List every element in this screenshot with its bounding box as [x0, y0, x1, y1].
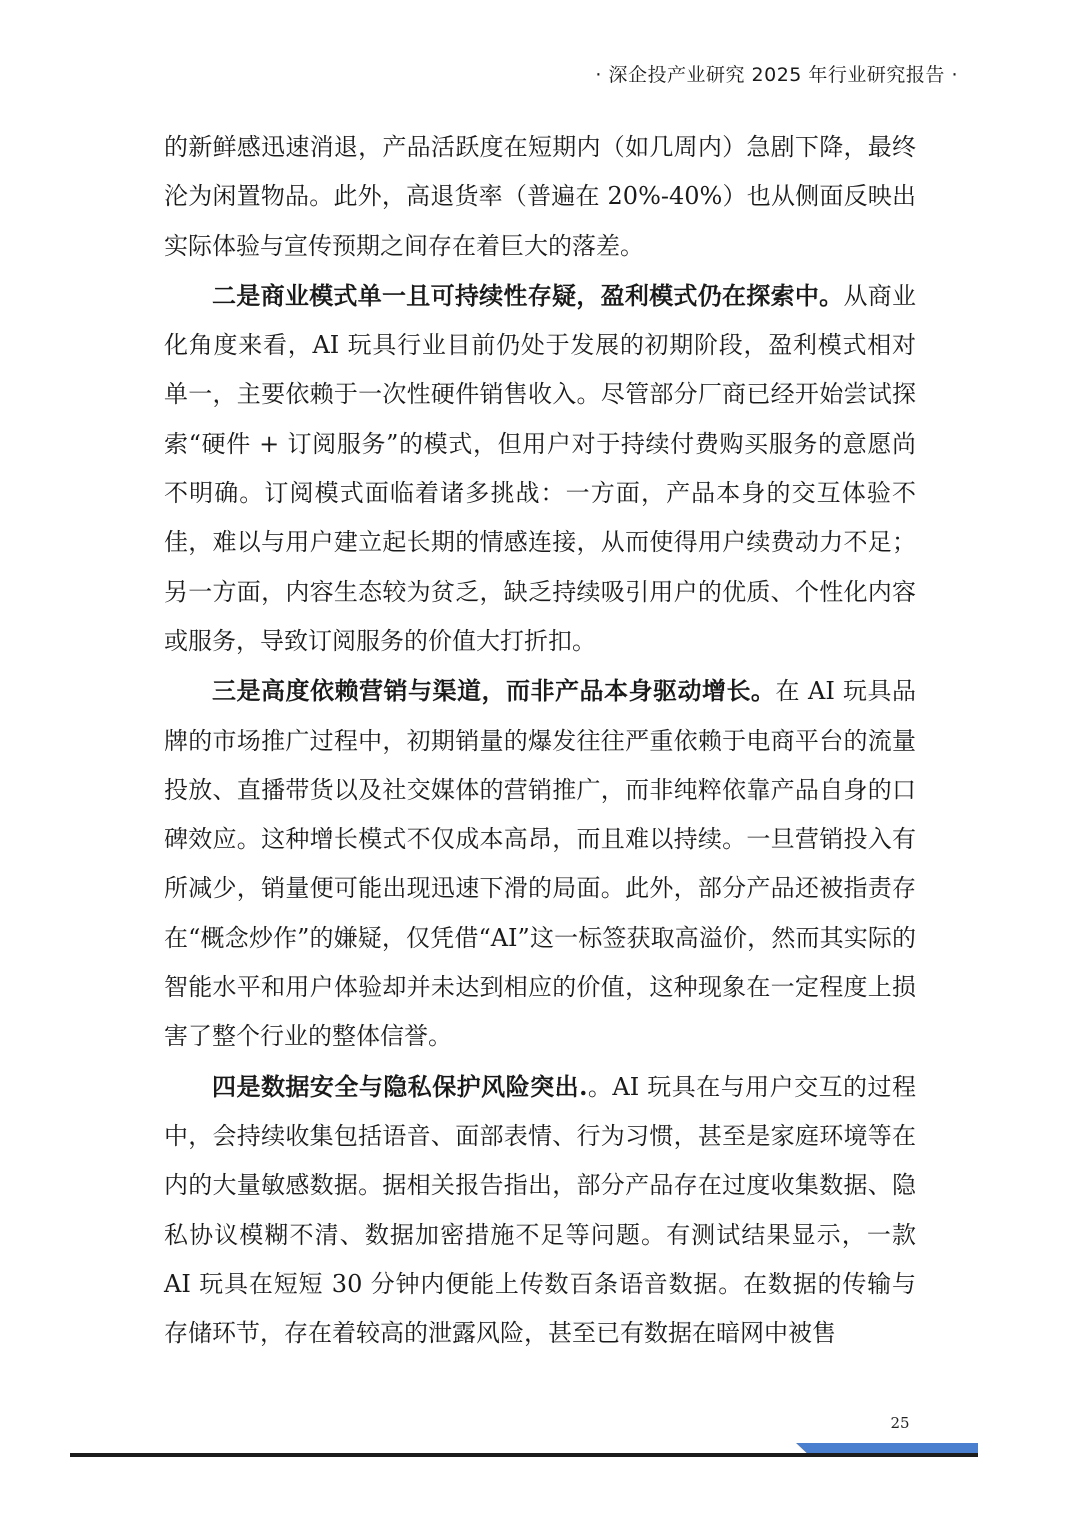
- page-number: 25: [890, 1414, 910, 1432]
- paragraph-lead: 四是数据安全与隐私保护风险突出.: [212, 1071, 588, 1101]
- paragraph-marketing: [164, 666, 916, 1061]
- paragraph-lead: 三是高度依赖营销与渠道，而非产品本身驱动增长。: [212, 676, 776, 706]
- paragraph-text: 在 AI 玩具品牌的市场推广过程中，初期销量的爆发往往严重依赖于电商平台的流量投放、直播带货以及社交媒体的营销推广，而非纯粹依靠产品自身的口碑效应。这种增长模式不仅成本高昂，而且难以持续。一旦营销投入有所减少，销量便可能出现迅速下滑的局面。此外，部分产品还被指责存在“概念炒作”的嫌疑，仅凭借“AI”这一标签获取高溢价，然而其实际的智能水平和用户体验却并未达到相应的价值，这种现象在一定程度上损害了整个行业的整体信誉。: [164, 677, 916, 1051]
- running-header: · 深企投产业研究 2025 年行业研究报告 ·: [595, 64, 958, 86]
- paragraph-text: 从商业化角度来看，AI 玩具行业目前仍处于发展的初期阶段，盈利模式相对单一，主要依赖于一次性硬件销售收入。尽管部分厂商已经开始尝试探索“硬件 + 订阅服务”的模式，但用户对于持续付费购买服务的意愿尚不明确。订阅模式面临着诸多挑战：一方面，产品本身的交互体验不佳，难以与用户建立起长期的情感连接，从而使得用户续费动力不足；另一方面，内容生态较为贫乏，缺乏持续吸引用户的优质、个性化内容或服务，导致订阅服务的价值大打折扣。: [164, 281, 917, 655]
- paragraph-text: 的新鲜感迅速消退，产品活跃度在短期内（如几周内）急剧下降，最终沦为闲置物品。此外，高退货率（普遍在 20%-40%）也从侧面反映出实际体验与宣传预期之间存在着巨大的落差。: [164, 133, 916, 260]
- footer-rule: [70, 1453, 978, 1457]
- paragraph-data-security: [164, 1062, 916, 1359]
- paragraph-continuation: [164, 123, 916, 271]
- paragraph-lead: 二是商业模式单一且可持续性存疑，盈利模式仍在探索中。: [212, 280, 844, 310]
- document-body: [164, 123, 916, 1358]
- paragraph-text: 。AI 玩具在与用户交互的过程中，会持续收集包括语音、面部表情、行为习惯，甚至是家庭环境等在内的大量敏感数据。据相关报告指出，部分产品存在过度收集数据、隐私协议模糊不清、数据加密措施不足等问题。有测试结果显示，一款 AI 玩具在短短 30 分钟内便能上传数百条语音数据。在数据的传输与存储环节，存在着较高的泄露风险，甚至已有数据在暗网中被售: [164, 1072, 916, 1348]
- paragraph-business-model: [164, 271, 916, 666]
